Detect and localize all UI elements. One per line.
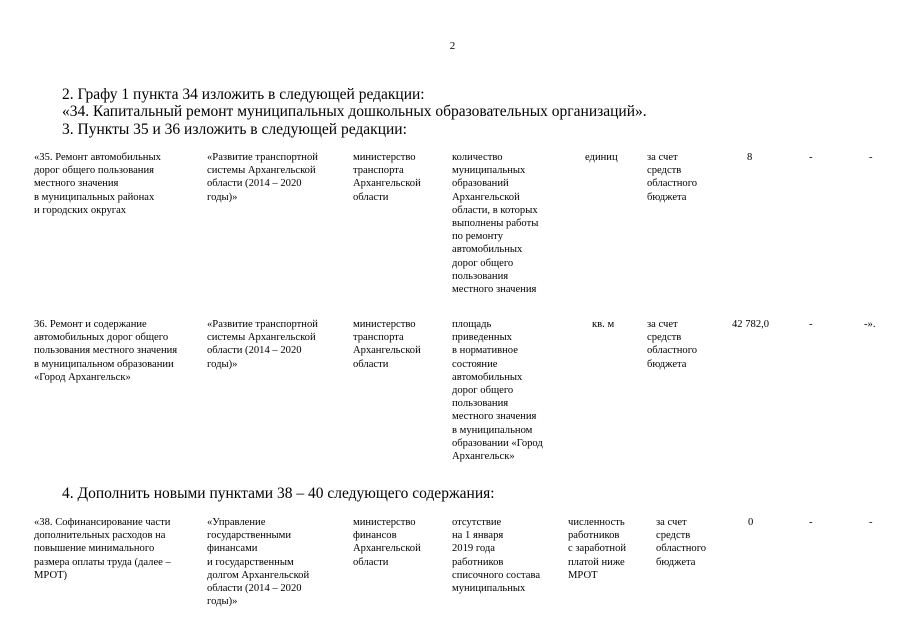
cell-col8: - (809, 319, 813, 330)
cell-col9: - (869, 152, 873, 163)
page-number: 2 (449, 40, 456, 52)
paragraph-2: 2. Графу 1 пункта 34 изложить в следующей редакции: (62, 86, 425, 103)
cell-source: за счет средств областного бюджета (647, 152, 698, 203)
cell-col8: - (809, 517, 813, 528)
cell-source: за счет средств областного бюджета (656, 517, 707, 568)
cell-value: 8 (747, 152, 753, 163)
cell-unit: единиц (585, 152, 618, 163)
cell-name: «38. Софинансирование части дополнительных расходов на повышение минимального размера оплаты труда (далее – МРОТ) (34, 517, 171, 581)
cell-value: 0 (748, 517, 754, 528)
cell-unit: кв. м (592, 319, 615, 330)
cell-ministry: министерство транспорта Архангельской области (353, 152, 421, 203)
cell-indicator: количество муниципальных образований Архангельской области, в которых выполнены работы по ремонту автомобильных дорог общего пользования местного значения (452, 152, 539, 296)
cell-unit: численность работников с заработной платой ниже МРОТ (568, 517, 627, 581)
cell-indicator: отсутствие на 1 января 2019 года работников списочного состава муниципальных (452, 517, 541, 595)
cell-col9: - (869, 517, 873, 528)
paragraph-4: 4. Дополнить новыми пунктами 38 – 40 следующего содержания: (62, 485, 495, 502)
cell-program: «Управление государственными финансами и государственным долгом Архангельской области (2014 – 2020 годы)» (207, 517, 310, 608)
cell-value: 42 782,0 (732, 319, 770, 330)
cell-ministry: министерство транспорта Архангельской области (353, 319, 421, 370)
cell-col8: - (809, 152, 813, 163)
cell-program: «Развитие транспортной системы Архангельской области (2014 – 2020 годы)» (207, 319, 318, 370)
cell-program: «Развитие транспортной системы Архангельской области (2014 – 2020 годы)» (207, 152, 318, 203)
cell-source: за счет средств областного бюджета (647, 319, 698, 370)
paragraph-3: 3. Пункты 35 и 36 изложить в следующей редакции: (62, 121, 407, 138)
cell-ministry: министерство финансов Архангельской области (353, 517, 421, 568)
cell-name: «35. Ремонт автомобильных дорог общего пользования местного значения в муниципальных районах и городских округах (34, 152, 161, 216)
cell-indicator: площадь приведенных в нормативное состояние автомобильных дорог общего пользования местного значения в муниципальном образовании «Город Архангельск» (452, 319, 543, 463)
cell-name: 36. Ремонт и содержание автомобильных дорог общего пользования местного значения в муниципальном образовании «Город Архангельск» (34, 319, 178, 383)
paragraph-2-quote: «34. Капитальный ремонт муниципальных дошкольных образовательных организаций». (62, 103, 647, 120)
cell-col9: -». (864, 319, 876, 330)
